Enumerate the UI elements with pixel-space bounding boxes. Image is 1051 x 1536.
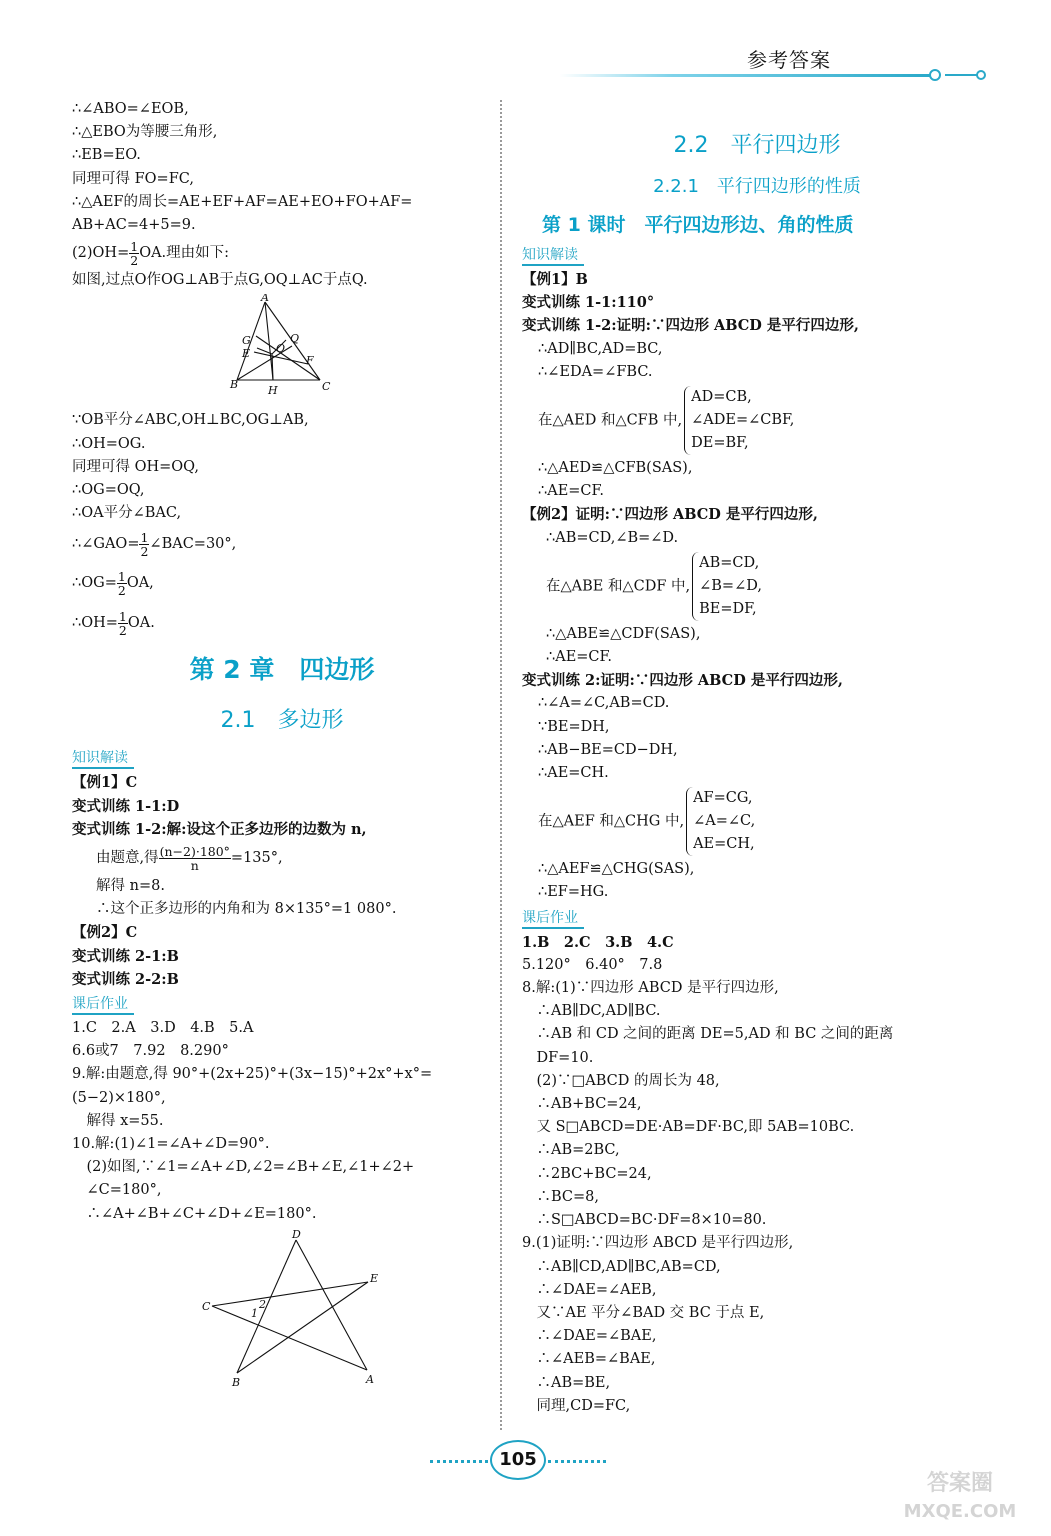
gao-line: ∴∠GAO= $\frac{1}{2}$ ∠BAC=30°, [72,529,237,559]
text-line: ∴∠EDA=∠FBC. [538,363,653,380]
running-header-title: 参考答案 [747,48,831,72]
label-A: A [366,1372,374,1386]
header-dot-2 [976,70,986,80]
equation-system: AD=CB, ∠ADE=∠CBF, DE=BF, [684,386,794,455]
star-figure [72,1228,492,1388]
page-number-dots-right [548,1460,606,1463]
label-O: O [276,342,286,356]
system-line: 在△AED 和△CFB 中, AD=CB, ∠ADE=∠CBF, DE=BF, [522,386,992,455]
homework-line: ∴AB∥CD,AD∥BC,AB=CD, [522,1258,721,1275]
page-number: 105 [490,1440,546,1480]
label-G: G [242,334,251,348]
left-column [72,98,492,1388]
homework-line: (2)如图,∵∠1=∠A+∠D,∠2=∠B+∠E,∠1+∠2+ [72,1159,415,1176]
homework-line: 解得 x=55. [72,1112,164,1129]
label-D: D [292,1227,301,1241]
text-line: 同理可得 FO=FC, [72,170,194,187]
text: OA.理由如下: [139,245,230,262]
variant-1-2: 变式训练 1-2:证明:∵四边形 ABCD 是平行四边形, [522,317,859,335]
equation-system: AF=CG, ∠A=∠C, AE=CH, [686,787,755,856]
variant-2-1: 变式训练 2-1:B [72,947,179,965]
example-1: 【例1】C [72,774,138,792]
text-line: ∴这个正多边形的内角和为 8×135°=1 080°. [96,901,397,918]
fraction: $\frac{(n-2)\cdot 180^\circ}{n}$ [159,843,230,873]
variant-2-2: 变式训练 2-2:B [72,970,179,988]
homework-line: ∴AB 和 CD 之间的距离 DE=5,AD 和 BC 之间的距离 [522,1026,894,1043]
equation-system: AB=CD, ∠B=∠D, BE=DF, [692,552,762,621]
homework-line: ∴S□ABCD=BC·DF=8×10=80. [522,1212,767,1229]
watermark: 答案圈 MXQE.COM [903,1471,1017,1522]
section-title: 2.1 多边形 [220,708,344,734]
oh-line: ∴OH= $\frac{1}{2}$ OA. [72,608,155,638]
homework-line: ∴BC=8, [522,1188,600,1205]
homework-line: ∴∠DAE=∠AEB, [522,1281,657,1298]
homework-line: 同理,CD=FC, [522,1397,631,1414]
homework-line: ∠C=180°, [72,1182,162,1199]
homework-line: 1.B 2.C 3.B 4.C [522,933,674,951]
text-line: ∴OH=OG. [72,435,146,452]
homework-line: 9.(1)证明:∵四边形 ABCD 是平行四边形, [522,1235,794,1252]
label-C: C [202,1299,211,1313]
page-number-dots-left [430,1460,488,1463]
homework-line: 5.120° 6.40° 7.8 [522,956,663,973]
fraction: $\frac{1}{2}$ [140,529,149,559]
label-E: E [370,1271,379,1285]
homework-line: 9.解:由题意,得 90°+(2x+25)°+(3x−15)°+2x°+x°= [72,1066,433,1083]
text-line: ∴OA平分∠BAC, [72,505,182,522]
label-1: 1 [251,1306,258,1320]
column-divider [500,100,502,1430]
homework-line: 又 S□ABCD=DE·AB=DF·BC,即 5AB=10BC. [522,1119,855,1136]
homework-line: (2)∵□ABCD 的周长为 48, [522,1072,720,1089]
text-line: ∴AB=CD,∠B=∠D. [546,529,679,546]
label-H: H [268,384,278,398]
homework-line: (5−2)×180°, [72,1089,166,1106]
text-line: ∴△AEF≌△CHG(SAS), [538,861,695,878]
label-B: B [230,378,239,392]
system-line: 在△ABE 和△CDF 中, AB=CD, ∠B=∠D, BE=DF, [522,552,992,621]
homework-line: 1.C 2.A 3.D 4.B 5.A [72,1020,254,1037]
text-line: ∴AD∥BC,AD=BC, [538,340,663,357]
text-line: ∴∠A=∠C,AB=CD. [538,695,670,712]
example-2: 【例2】C [72,924,138,942]
section-label-zhishi: 知识解读 [72,749,134,769]
section-title: 2.2 平行四边形 [673,133,841,158]
header-rule [560,74,930,77]
text-line: 同理可得 OH=OQ, [72,458,199,475]
og-line: ∴OG= $\frac{1}{2}$ OA, [72,568,154,598]
label-E: E [242,347,251,361]
label-A: A [261,294,269,305]
text-line: ∴△ABE≌△CDF(SAS), [546,625,701,642]
variant-1-1: 变式训练 1-1:110° [522,294,655,312]
homework-line: DF=10. [522,1049,594,1066]
label-B: B [232,1375,241,1388]
subsection-title: 2.2.1 平行四边形的性质 [653,176,861,197]
system-line: 在△AEF 和△CHG 中, AF=CG, ∠A=∠C, AE=CH, [522,787,992,856]
text-line: ∴EB=EO. [72,147,141,164]
variant-2: 变式训练 2:证明:∵四边形 ABCD 是平行四边形, [522,672,843,690]
header-dot-1 [929,69,941,81]
homework-line: ∴2BC+BC=24, [522,1165,652,1182]
text-line: ∴∠ABO=∠EOB, [72,101,189,117]
homework-line: ∴AB∥DC,AD∥BC. [522,1003,661,1020]
lesson-title: 第 1 课时 平行四边形边、角的性质 [542,214,854,236]
variant-1-2: 变式训练 1-2:解:设这个正多边形的边数为 n, [72,820,367,838]
text-line: ∴AE=CF. [546,649,612,666]
section-label-kehou: 课后作业 [72,995,134,1015]
text-line: ∴OG=OQ, [72,482,145,499]
section-label-zhishi: 知识解读 [522,246,584,266]
chapter-title: 第 2 章 四边形 [189,655,375,685]
homework-line: ∴∠AEB=∠BAE, [522,1351,656,1368]
section-label-kehou: 课后作业 [522,909,584,929]
text-line: ∴△AEF的周长=AE+EF+AF=AE+EO+FO+AF= [72,193,413,210]
text-line: ∴AE=CF. [538,483,604,500]
homework-line: 8.解:(1)∵四边形 ABCD 是平行四边形, [522,980,779,997]
homework-line: 又∵AE 平分∠BAD 交 BC 于点 E, [522,1304,765,1321]
equation-line: 由题意,得 $\frac{(n-2)\cdot 180^\circ}{n}$ =135°, [96,843,283,873]
fraction: $\frac{1}{2}$ [117,568,126,598]
text-line: 如图,过点O作OG⊥AB于点G,OQ⊥AC于点Q. [72,272,368,289]
homework-line: 6.6或7 7.92 8.290° [72,1043,229,1060]
homework-line: ∴∠A+∠B+∠C+∠D+∠E=180°. [72,1205,317,1222]
text-line: ∴AB−BE=CD−DH, [538,741,678,758]
label-2: 2 [259,1297,266,1311]
text-line: ∴AE=CH. [538,765,609,782]
text-line: 解得 n=8. [96,878,165,895]
example-2: 【例2】证明:∵四边形 ABCD 是平行四边形, [522,506,818,524]
text-line: AB+AC=4+5=9. [72,217,196,234]
right-column [522,98,992,1418]
text-line: ∵BE=DH, [538,718,610,735]
text-line: ∴△EBO为等腰三角形, [72,124,218,141]
text-line: ∴△AED≌△CFB(SAS), [538,460,693,477]
fraction: $\frac{1}{2}$ [130,238,139,268]
homework-line: ∴∠DAE=∠BAE, [522,1328,657,1345]
text: (2)OH= [72,245,130,262]
example-1: 【例1】B [522,271,588,288]
homework-line: ∴AB+BC=24, [522,1096,642,1113]
label-F: F [306,354,314,368]
homework-line: ∴AB=2BC, [522,1142,620,1159]
triangle-figure [72,294,492,409]
fraction: $\frac{1}{2}$ [118,608,127,638]
text-line: ∴EF=HG. [538,884,609,901]
oh-claim-line [72,237,492,269]
label-C: C [322,380,331,394]
homework-line: ∴AB=BE, [522,1374,611,1391]
text-line: ∵OB平分∠ABC,OH⊥BC,OG⊥AB, [72,412,309,429]
homework-line: 10.解:(1)∠1=∠A+∠D=90°. [72,1136,270,1153]
label-Q: Q [290,332,300,346]
variant-1-1: 变式训练 1-1:D [72,797,180,815]
